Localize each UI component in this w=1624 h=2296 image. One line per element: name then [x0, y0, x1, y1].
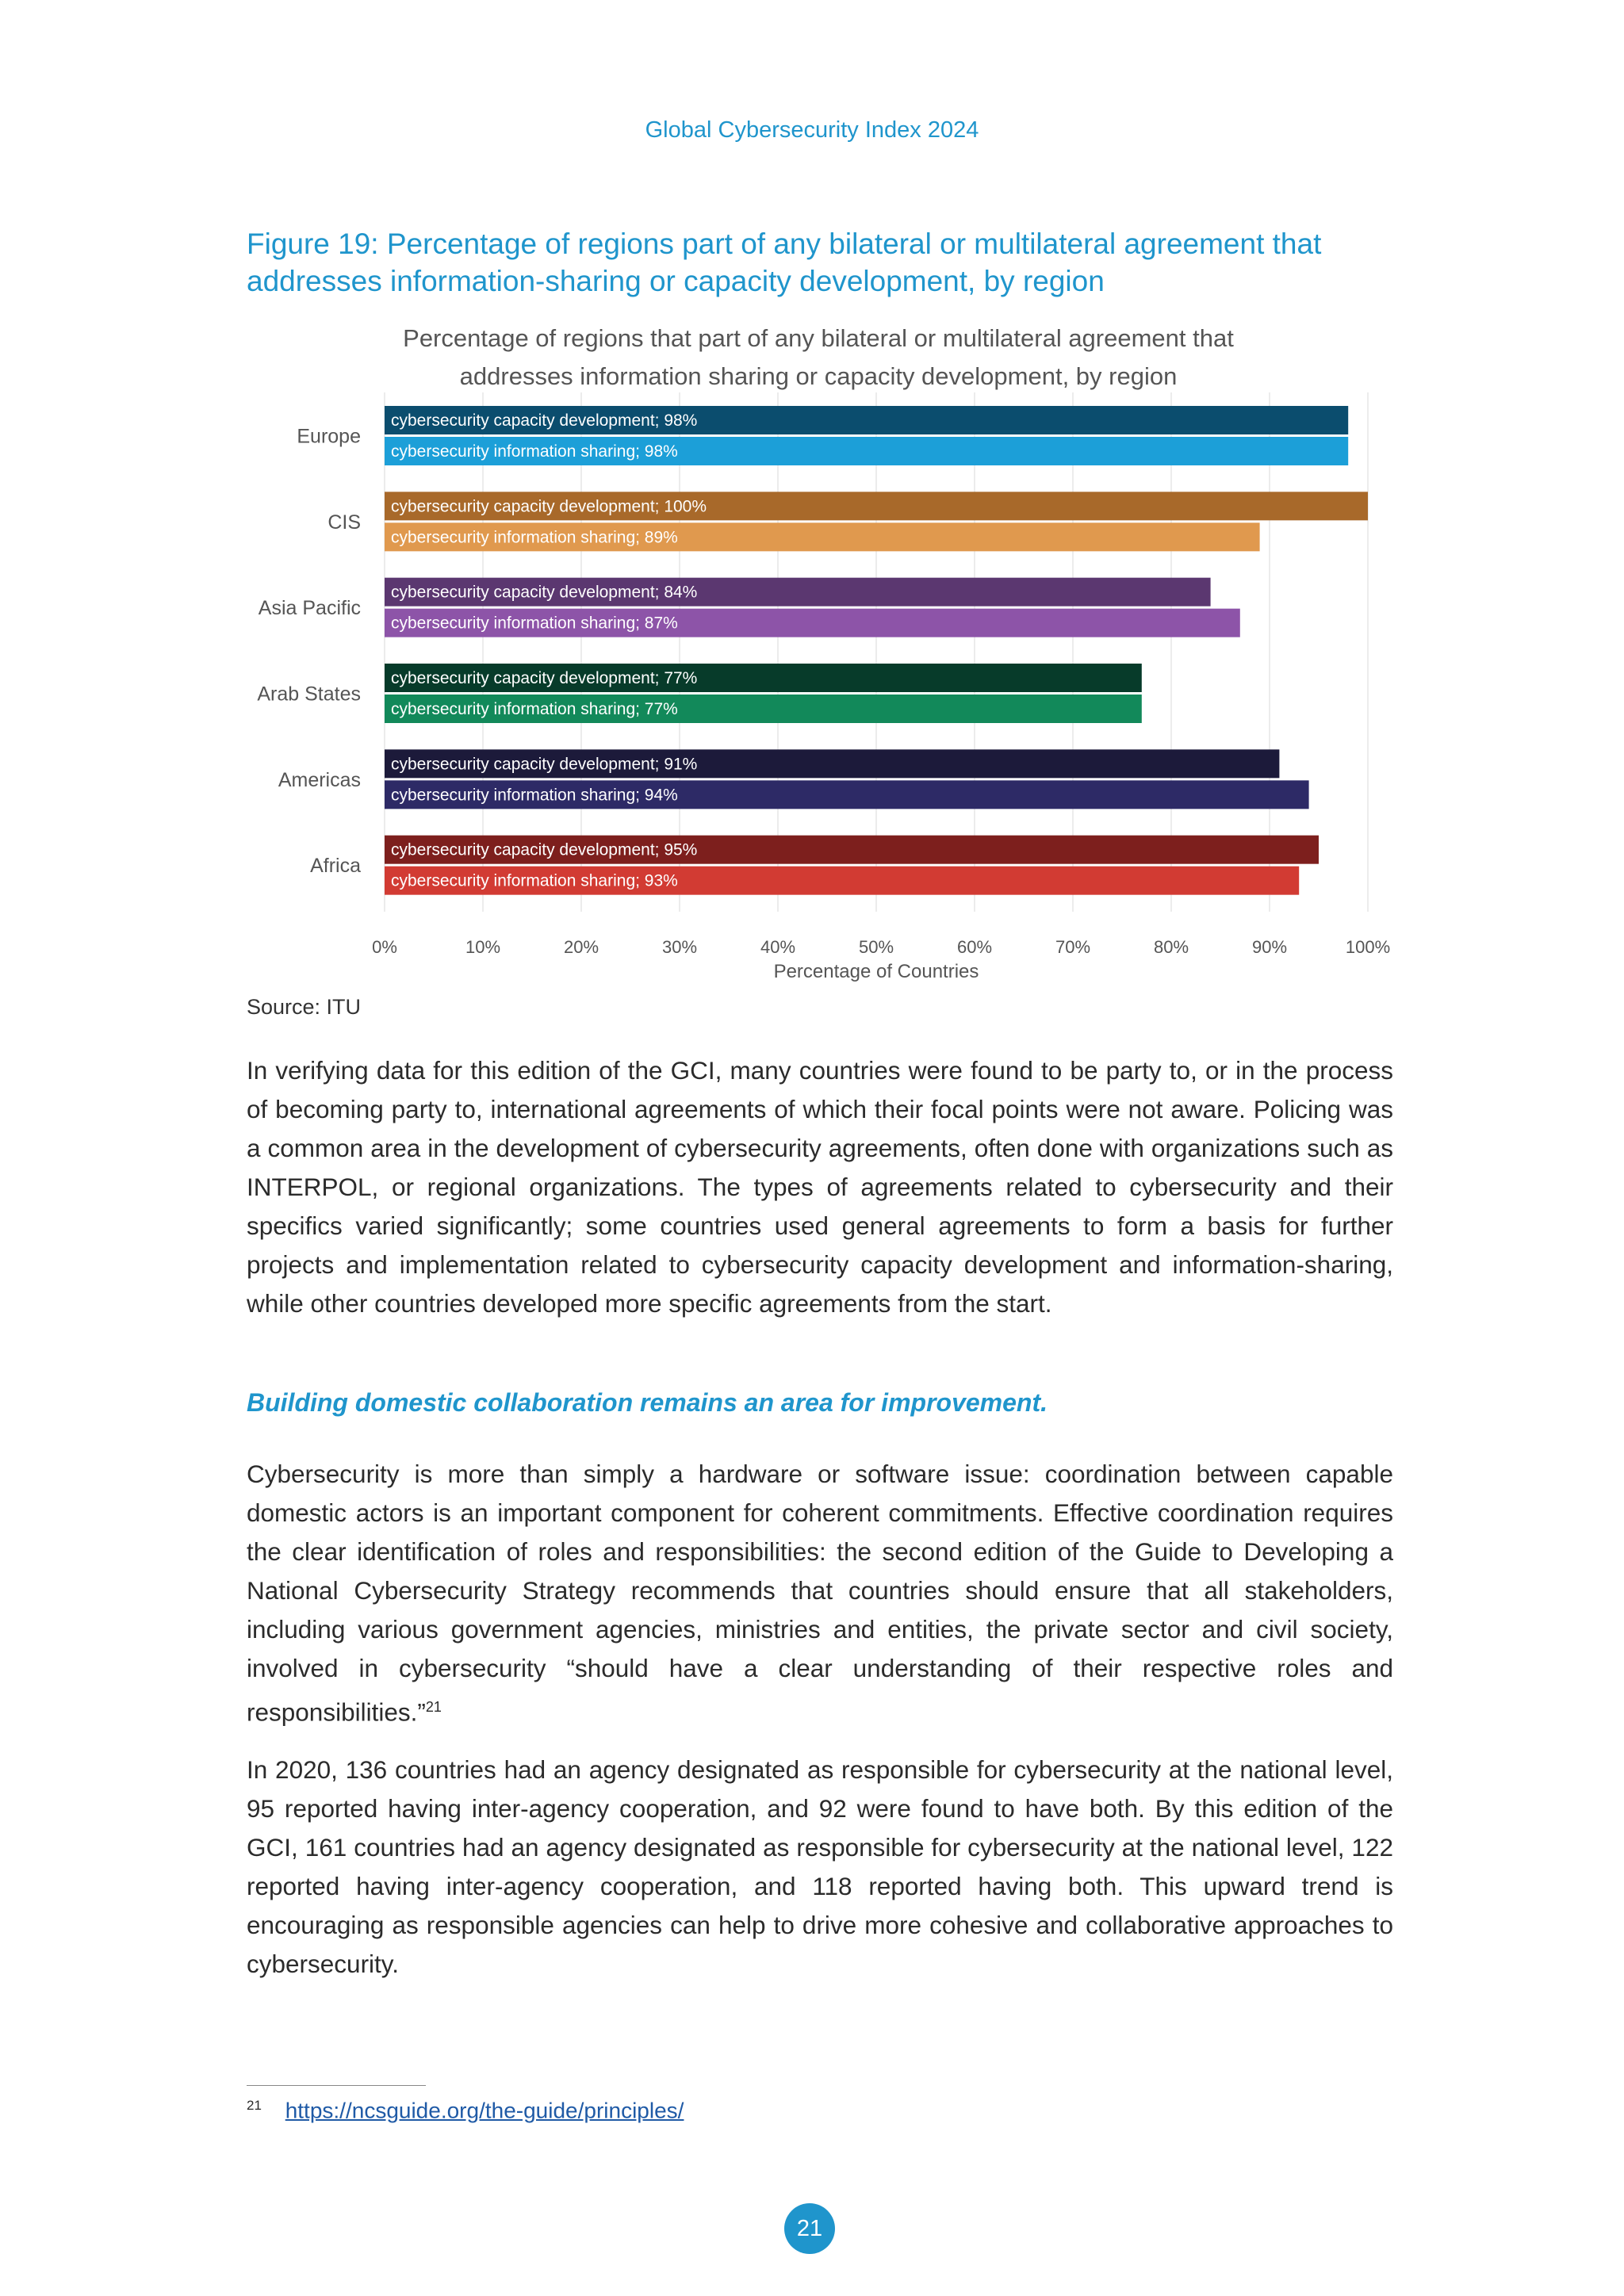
- x-tick-label: 40%: [760, 937, 796, 957]
- category-label: Asia Pacific: [258, 597, 361, 620]
- x-tick-label: 60%: [956, 937, 993, 957]
- x-tick-label: 50%: [858, 937, 894, 957]
- category-label: Africa: [310, 855, 361, 878]
- paragraph-coordination-text: Cybersecurity is more than simply a hardware or software issue: coordination between capable domestic actors is an important component for coherent commitments. Effective coordination requires the clear identification of roles and responsibilities: the second edition of the Guide to Developing a National Cybersecurity Strategy recommends that countries should ensure that all stakeholders, including various government agencies, ministries and entities, the private sector and civil society, involved in cybersecurity “should have a clear understanding of their respective roles and responsibilities.”: [247, 1460, 1393, 1727]
- bar-data-label: cybersecurity capacity development; 98%: [391, 411, 698, 430]
- footnote-link[interactable]: https://ncsguide.org/the-guide/principles/: [285, 2098, 684, 2123]
- chart-title-line: Percentage of regions that part of any bilateral or multilateral agreement that: [403, 324, 1234, 352]
- x-axis-label: Percentage of Countries: [773, 961, 979, 982]
- bar-chart: [238, 313, 1411, 995]
- category-label: CIS: [327, 511, 361, 534]
- bar-data-label: cybersecurity information sharing; 87%: [391, 614, 678, 633]
- x-tick-label: 70%: [1055, 937, 1091, 957]
- figure-source: Source: ITU: [247, 995, 362, 1019]
- category-label: Arab States: [257, 683, 361, 706]
- bar-data-label: cybersecurity capacity development; 95%: [391, 840, 698, 859]
- footnote-ref[interactable]: 21: [425, 1699, 442, 1715]
- bar-data-label: cybersecurity capacity development; 77%: [391, 669, 698, 687]
- bar-data-label: cybersecurity information sharing; 77%: [391, 700, 678, 718]
- bar-data-label: cybersecurity capacity development; 84%: [391, 583, 698, 602]
- x-tick-label: 90%: [1251, 937, 1288, 957]
- x-tick-label: 30%: [661, 937, 698, 957]
- category-label: Europe: [297, 425, 361, 448]
- paragraph-agency-trend: In 2020, 136 countries had an agency designated as responsible for cybersecurity at the national level, 95 reported having inter-agency cooperation, and 92 were found to have both. By this edition of the GCI, 161 countries had an agency designated as responsible for cybersecurity at the national level, 122 reported having inter-agency cooperation, and 118 reported having both. This upward trend is encouraging as responsible agencies can help to drive more cohesive and collaborative approaches to cybersecurity.: [247, 1755, 1393, 1978]
- figure-title: Figure 19: Percentage of regions part of any bilateral or multilateral agreement that addresses information-sharing or capacity development, by region: [247, 228, 1322, 297]
- x-tick-label: 80%: [1153, 937, 1189, 957]
- bar-data-label: cybersecurity information sharing; 93%: [391, 871, 678, 890]
- footnote: [247, 2098, 684, 2123]
- x-tick-label: 20%: [563, 937, 599, 957]
- paragraph-coordination: [247, 1455, 1393, 1732]
- category-label: Americas: [278, 768, 361, 791]
- x-tick-label: 0%: [372, 937, 397, 957]
- bar-data-label: cybersecurity information sharing; 94%: [391, 786, 678, 805]
- x-tick-label: 100%: [1345, 937, 1391, 957]
- footnote-number: 21: [247, 2098, 262, 2113]
- bar-data-label: cybersecurity capacity development; 91%: [391, 755, 698, 774]
- page-number: 21: [784, 2203, 835, 2254]
- section-heading: Building domestic collaboration remains an area for improvement.: [247, 1388, 1048, 1417]
- bar-data-label: cybersecurity information sharing; 89%: [391, 528, 678, 547]
- x-tick-label: 10%: [465, 937, 501, 957]
- bar-data-label: cybersecurity capacity development; 100%: [391, 497, 707, 516]
- running-header: Global Cybersecurity Index 2024: [645, 117, 979, 143]
- bar-data-label: cybersecurity information sharing; 98%: [391, 442, 678, 461]
- footnote-divider: [247, 2085, 426, 2086]
- chart-title-line: addresses information sharing or capacity development, by region: [459, 362, 1178, 390]
- paragraph-agreements: In verifying data for this edition of the GCI, many countries were found to be party to, or in the process of becoming party to, international agreements of which their focal points were not aware. Policing was a common area in the development of cybersecurity agreements, often done with organizations such as INTERPOL, or regional organizations. The types of agreements related to cybersecurity and their specifics varied significantly; some countries used general agreements to form a basis for further projects and implementation related to cybersecurity capacity development and information-sharing, while other countries developed more specific agreements from the start.: [247, 1056, 1393, 1318]
